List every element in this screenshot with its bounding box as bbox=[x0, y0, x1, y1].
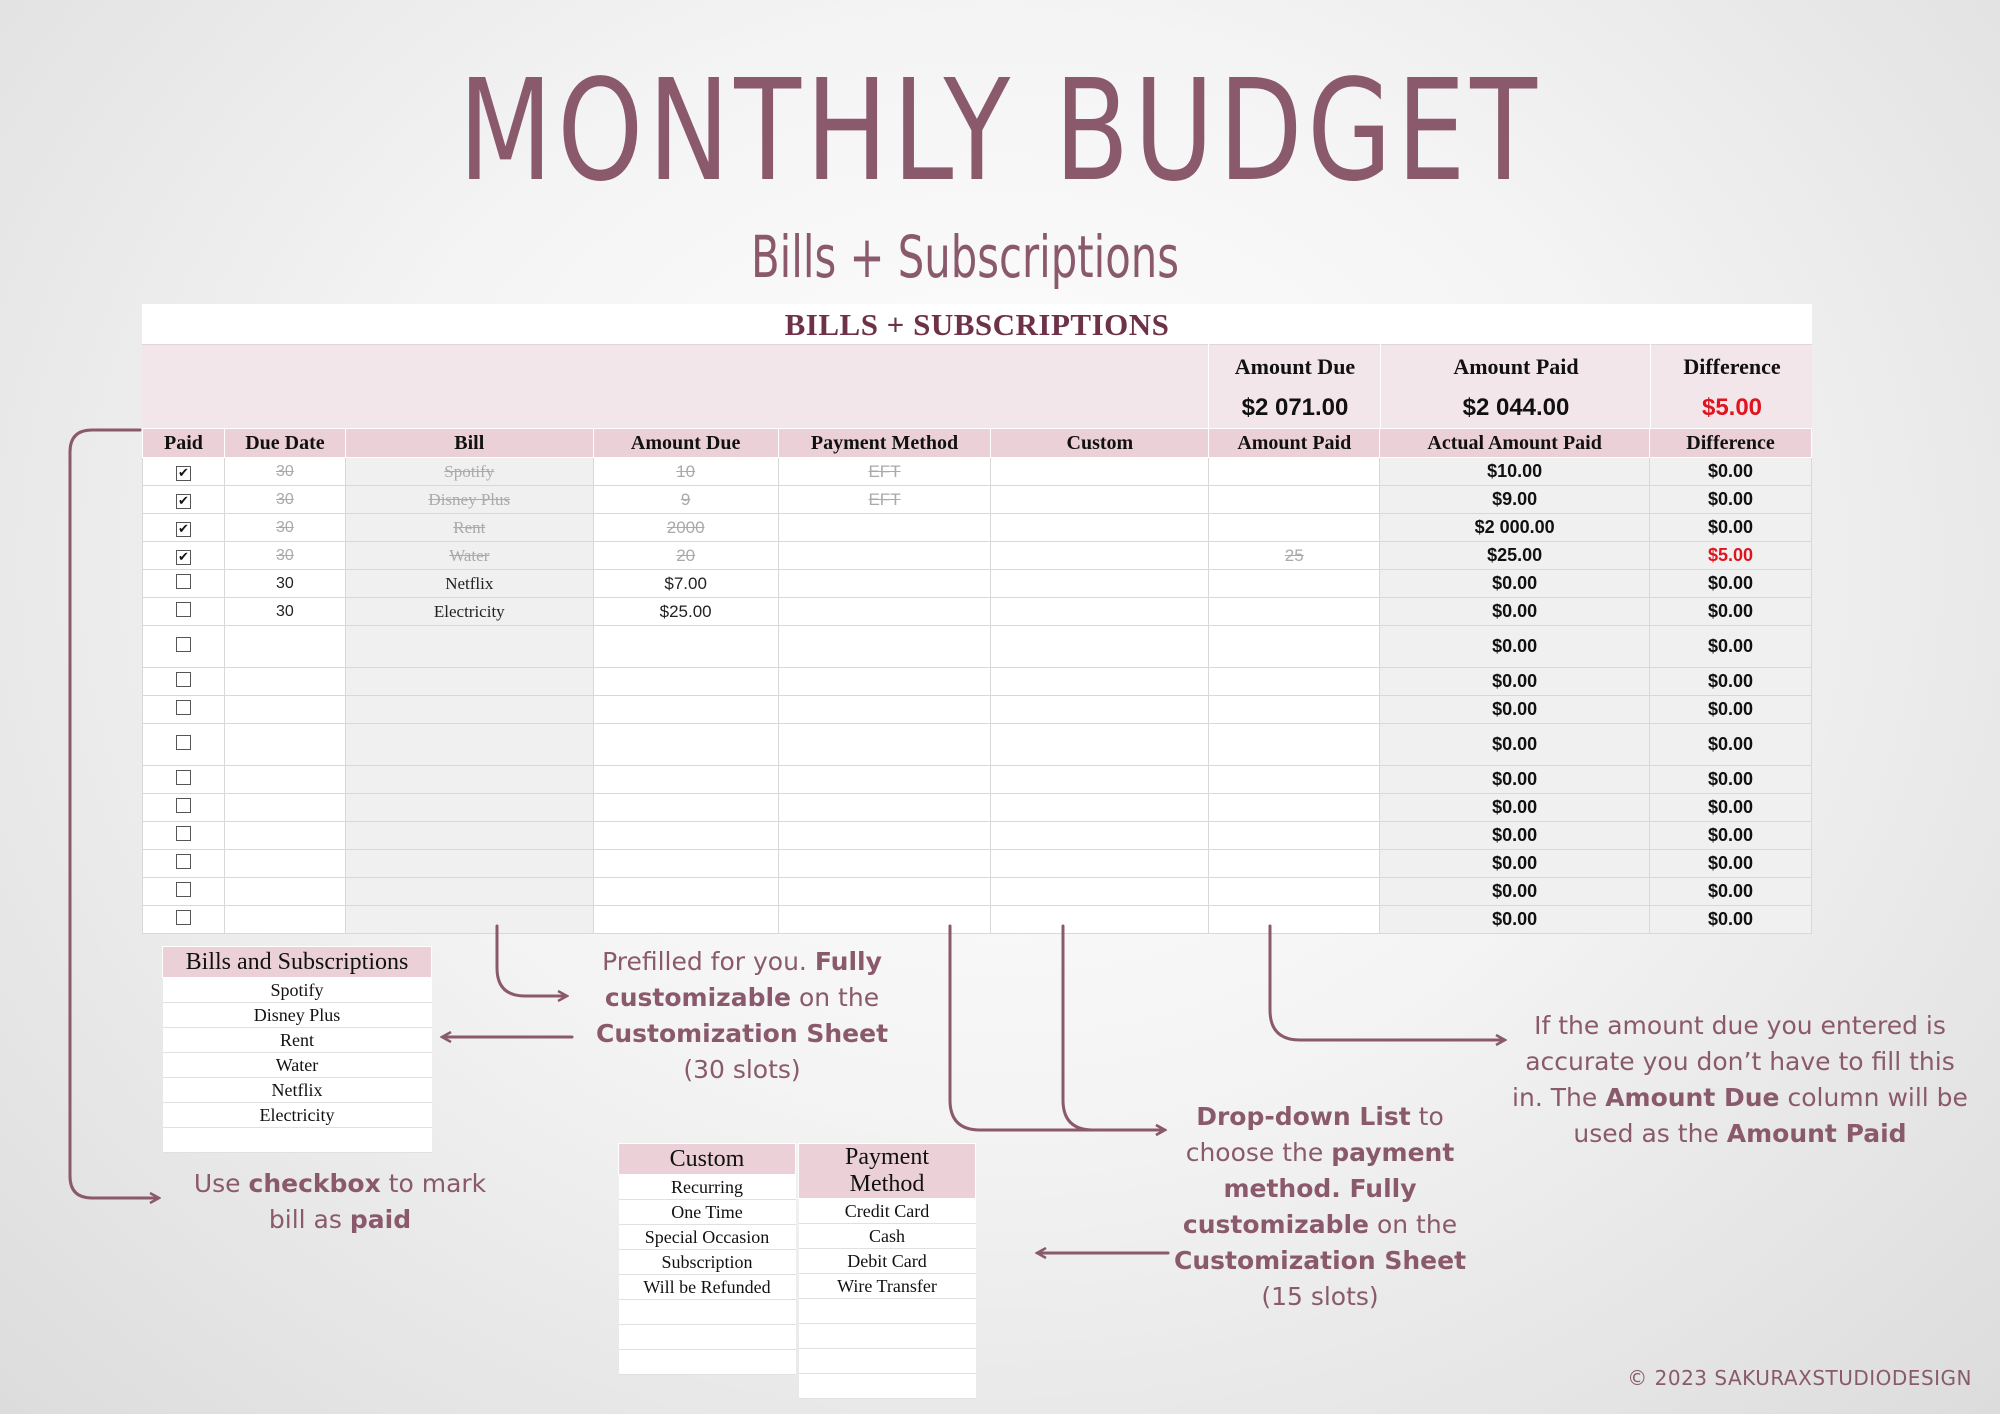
payment-method-cell[interactable]: EFT bbox=[778, 458, 991, 486]
actual-amount-paid-cell: $10.00 bbox=[1380, 458, 1650, 486]
bill-cell[interactable]: Rent bbox=[345, 514, 593, 542]
method-list-item: Credit Card bbox=[799, 1199, 976, 1224]
paid-checkbox[interactable]: ✔ bbox=[176, 466, 191, 481]
summary-amount-due-value: $2 071.00 bbox=[1241, 394, 1349, 421]
amount-due-cell[interactable]: 20 bbox=[593, 542, 778, 570]
actual-amount-paid-cell: $0.00 bbox=[1380, 626, 1650, 668]
actual-amount-paid-cell: $0.00 bbox=[1380, 850, 1650, 878]
actual-amount-paid-cell: $0.00 bbox=[1380, 794, 1650, 822]
bill-cell[interactable]: Spotify bbox=[345, 458, 593, 486]
difference-cell: $0.00 bbox=[1650, 514, 1812, 542]
difference-cell: $0.00 bbox=[1650, 822, 1812, 850]
actual-amount-paid-cell: $0.00 bbox=[1380, 906, 1650, 934]
difference-cell: $0.00 bbox=[1650, 906, 1812, 934]
actual-amount-paid-cell: $0.00 bbox=[1380, 570, 1650, 598]
note-amount-paid: If the amount due you entered is accurate you don’t have to fill this in. The Amount Due column will be used as the Amount Paid bbox=[1512, 1011, 1968, 1148]
amount-due-cell[interactable]: $25.00 bbox=[593, 598, 778, 626]
actual-amount-paid-cell: $0.00 bbox=[1380, 696, 1650, 724]
bills-list-item: Disney Plus bbox=[163, 1003, 432, 1028]
col-header-payment-method: Payment Method bbox=[778, 429, 991, 458]
col-header-actual-amount-paid: Actual Amount Paid bbox=[1380, 429, 1650, 458]
bills-list-item: Electricity bbox=[163, 1103, 432, 1128]
difference-cell: $5.00 bbox=[1650, 542, 1812, 570]
amount-due-cell[interactable]: 10 bbox=[593, 458, 778, 486]
actual-amount-paid-cell: $2 000.00 bbox=[1380, 514, 1650, 542]
bill-cell[interactable]: Netflix bbox=[345, 570, 593, 598]
actual-amount-paid-cell: $0.00 bbox=[1380, 878, 1650, 906]
method-list-item: Wire Transfer bbox=[799, 1274, 976, 1299]
actual-amount-paid-cell: $0.00 bbox=[1380, 724, 1650, 766]
custom-list-item: One Time bbox=[619, 1200, 796, 1225]
bill-cell[interactable]: Water bbox=[345, 542, 593, 570]
col-header-amount-due: Amount Due bbox=[593, 429, 778, 458]
actual-amount-paid-cell: $25.00 bbox=[1380, 542, 1650, 570]
copyright: © 2023 SAKURAXSTUDIODESIGN bbox=[1627, 1366, 1972, 1390]
difference-cell: $0.00 bbox=[1650, 458, 1812, 486]
amount-due-cell[interactable]: $7.00 bbox=[593, 570, 778, 598]
custom-list-item: Special Occasion bbox=[619, 1225, 796, 1250]
arrow-amount-paid bbox=[1270, 926, 1504, 1040]
difference-cell: $0.00 bbox=[1650, 626, 1812, 668]
bills-list-item: Spotify bbox=[163, 978, 432, 1003]
payment-method-cell[interactable]: EFT bbox=[778, 486, 991, 514]
amount-due-cell[interactable]: 2000 bbox=[593, 514, 778, 542]
paid-checkbox[interactable]: ✔ bbox=[176, 550, 191, 565]
due-date-cell[interactable]: 30 bbox=[224, 486, 345, 514]
difference-cell: $0.00 bbox=[1650, 486, 1812, 514]
col-header-difference: Difference bbox=[1650, 429, 1812, 458]
bills-lookup-header: Bills and Subscriptions bbox=[163, 947, 432, 978]
col-header-bill: Bill bbox=[345, 429, 593, 458]
difference-cell: $0.00 bbox=[1650, 570, 1812, 598]
bills-list-item: Water bbox=[163, 1053, 432, 1078]
col-header-paid: Paid bbox=[143, 429, 225, 458]
col-header-due-date: Due Date bbox=[224, 429, 345, 458]
summary-difference-label: Difference bbox=[1683, 354, 1781, 379]
difference-cell: $0.00 bbox=[1650, 668, 1812, 696]
arrow-prefilled bbox=[497, 926, 566, 996]
difference-cell: $0.00 bbox=[1650, 696, 1812, 724]
note-dropdown: Drop-down List to choose the payment method. Fully customizable on the Customization Sheet (15 slots) bbox=[1173, 1102, 1467, 1311]
method-list-item: Cash bbox=[799, 1224, 976, 1249]
summary-amount-paid-value: $2 044.00 bbox=[1462, 394, 1570, 421]
paid-checkbox[interactable]: ✔ bbox=[176, 494, 191, 509]
difference-cell: $0.00 bbox=[1650, 766, 1812, 794]
note-prefilled: Prefilled for you. Fully customizable on the Customization Sheet (30 slots) bbox=[595, 947, 889, 1084]
custom-lookup-header: Custom bbox=[619, 1144, 796, 1175]
actual-amount-paid-cell: $9.00 bbox=[1380, 486, 1650, 514]
method-list-item: Debit Card bbox=[799, 1249, 976, 1274]
page-subtitle: Bills + Subscriptions bbox=[751, 223, 1179, 291]
col-header-custom: Custom bbox=[991, 429, 1209, 458]
arrow-custom bbox=[1063, 926, 1164, 1130]
difference-cell: $0.00 bbox=[1650, 724, 1812, 766]
col-header-amount-paid: Amount Paid bbox=[1209, 429, 1380, 458]
difference-cell: $0.00 bbox=[1650, 850, 1812, 878]
custom-list-item: Recurring bbox=[619, 1175, 796, 1200]
bills-list-item: Rent bbox=[163, 1028, 432, 1053]
actual-amount-paid-cell: $0.00 bbox=[1380, 822, 1650, 850]
actual-amount-paid-cell: $0.00 bbox=[1380, 598, 1650, 626]
sheet-title: BILLS + SUBSCRIPTIONS bbox=[784, 307, 1170, 342]
difference-cell: $0.00 bbox=[1650, 794, 1812, 822]
actual-amount-paid-cell: $0.00 bbox=[1380, 766, 1650, 794]
arrow-payment-method bbox=[950, 926, 1164, 1130]
bills-list-item: Netflix bbox=[163, 1078, 432, 1103]
method-lookup-header: Payment Method bbox=[799, 1144, 976, 1199]
paid-checkbox[interactable]: ✔ bbox=[176, 522, 191, 537]
difference-cell: $0.00 bbox=[1650, 598, 1812, 626]
summary-amount-paid-label: Amount Paid bbox=[1453, 354, 1579, 379]
bill-cell[interactable]: Disney Plus bbox=[345, 486, 593, 514]
due-date-cell[interactable]: 30 bbox=[224, 542, 345, 570]
summary-amount-due-label: Amount Due bbox=[1234, 354, 1356, 379]
due-date-cell[interactable]: 30 bbox=[224, 514, 345, 542]
bill-cell[interactable]: Electricity bbox=[345, 598, 593, 626]
due-date-cell[interactable]: 30 bbox=[224, 570, 345, 598]
due-date-cell[interactable]: 30 bbox=[224, 458, 345, 486]
arrow-checkbox bbox=[70, 430, 158, 1198]
amount-paid-cell[interactable]: 25 bbox=[1209, 542, 1380, 570]
custom-list-item: Subscription bbox=[619, 1250, 796, 1275]
summary-difference-value: $5.00 bbox=[1701, 394, 1763, 421]
due-date-cell[interactable]: 30 bbox=[224, 598, 345, 626]
difference-cell: $0.00 bbox=[1650, 878, 1812, 906]
custom-list-item: Will be Refunded bbox=[619, 1275, 796, 1300]
amount-due-cell[interactable]: 9 bbox=[593, 486, 778, 514]
actual-amount-paid-cell: $0.00 bbox=[1380, 668, 1650, 696]
page-title: MONTHLY BUDGET bbox=[458, 50, 1542, 213]
note-checkbox: Use checkbox to mark bill as paid bbox=[193, 1169, 487, 1234]
